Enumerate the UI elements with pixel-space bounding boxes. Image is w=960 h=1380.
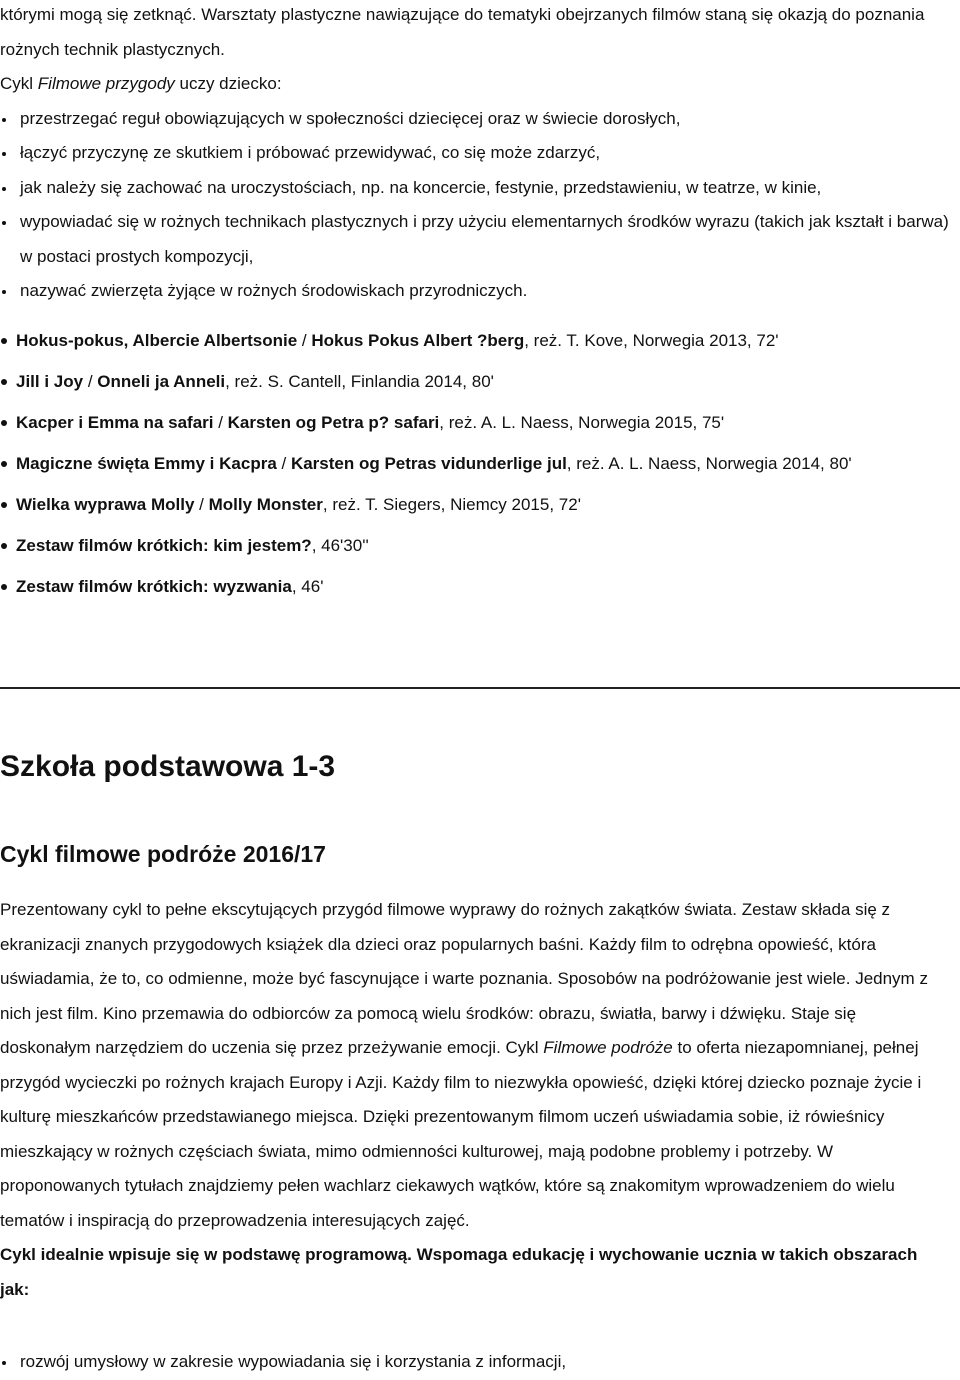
film-original-title: Karsten og Petra p? safari (227, 413, 440, 432)
description-text: Prezentowany cykl to pełne ekscytujących przygód filmowe wyprawy do rożnych zakątków świata. Zestaw składa się z ekranizacji znanych przygodowych książek dla dzieci oraz popularnych baśni. Każdy film to odrębna opowieść, która uświadamia, że to, co odmienne, może być fascynujące i warte poznania. Sposobów na podróżowanie jest wiele. Jednym z nich jest film. Kino przemawia do odbiorców za pomocą wielu środków: obrazu, światła, barwy i dźwięku. Staje się doskonałym narzędziem do uczenia się przez przeżywanie emocji. Cykl (0, 900, 928, 1057)
film-title: Jill i Joy (16, 372, 84, 391)
cycle-name-italic: Filmowe podróże (543, 1038, 673, 1057)
list-item: jak należy się zachować na uroczystościach, np. na koncercie, festynie, przedstawieniu, w teatrze, w kinie, (0, 171, 950, 206)
cycle-suffix: uczy dziecko: (174, 74, 282, 93)
film-item (0, 529, 950, 563)
film-separator: / (297, 331, 312, 350)
description-text-rest: to oferta niezapomnianej, pełnej przygód wycieczki po rożnych krajach Europy i Azji. Każdy film to niezwykła opowieść, dzięki której dziecko poznaje życie i kulturę mieszkańców przedstawianego miejsca. Dzięki prezentowanym filmom uczeń uświadamia sobie, iż rówieśnicy mieszkający w rożnych częściach świata, mimo odmienności kulturowej, mają podobne problemy i potrzeby. W proponowanych tytułach znajdziemy pełen wachlarz ciekawych wątków, które są znakomitym wprowadzeniem do wielu tematów i inspiracją do przeprowadzenia interesujących zajęć. (0, 1038, 922, 1230)
list-item: nazywać zwierzęta żyjące w rożnych środowiskach przyrodniczych. (0, 274, 950, 309)
film-title: Zestaw filmów krótkich: wyzwania (16, 577, 292, 596)
film-details: , reż. T. Siegers, Niemcy 2015, 72' (322, 495, 581, 514)
curriculum-areas-section (0, 1345, 950, 1380)
film-original-title: Molly Monster (208, 495, 323, 514)
film-details: , reż. A. L. Naess, Norwegia 2014, 80' (566, 454, 852, 473)
list-item: łączyć przyczynę ze skutkiem i próbować przewidywać, co się może zdarzyć, (0, 136, 950, 171)
film-title: Wielka wyprawa Molly (16, 495, 195, 514)
section-title: Szkoła podstawowa 1-3 (0, 750, 336, 783)
cycle-title: Cykl filmowe podróże 2016/17 (0, 841, 326, 867)
film-details: , reż. T. Kove, Norwegia 2013, 72' (524, 331, 779, 350)
film-original-title: Onneli ja Anneli (97, 372, 226, 391)
list-item: wypowiadać się w rożnych technikach plastycznych i przy użyciu elementarnych środków wyrazu (takich jak kształt i barwa) w postaci prostych kompozycji, (0, 205, 950, 274)
intro-paragraph: którymi mogą się zetknąć. Warsztaty plastyczne nawiązujące do tematyki obejrzanych filmów staną się okazją do poznania rożnych technik plastycznych. (0, 5, 925, 59)
film-separator: / (213, 413, 228, 432)
horizontal-divider (0, 687, 960, 689)
cycle-prefix: Cykl (0, 74, 38, 93)
list-item: przestrzegać reguł obowiązujących w społeczności dziecięcej oraz w świecie dorosłych, (0, 102, 950, 137)
film-details: , reż. A. L. Naess, Norwegia 2015, 75' (439, 413, 725, 432)
cycle-description (0, 893, 945, 1307)
film-details: , reż. S. Cantell, Finlandia 2014, 80' (225, 372, 494, 391)
film-separator: / (276, 454, 291, 473)
list-item: rozwój umysłowy w zakresie wypowiadania się i korzystania z informacji, (0, 1345, 950, 1380)
cycle-name: Filmowe przygody (37, 74, 175, 93)
film-separator: / (83, 372, 98, 391)
film-details: , 46' (291, 577, 324, 596)
film-item (0, 570, 950, 604)
curriculum-statement (0, 1238, 945, 1307)
curriculum-areas-list (0, 1345, 950, 1380)
intro-section (0, 0, 950, 309)
film-title: Hokus-pokus, Albercie Albertsonie (16, 331, 298, 350)
film-item (0, 447, 950, 481)
film-item (0, 365, 950, 399)
film-separator: / (194, 495, 209, 514)
film-list-section (0, 324, 950, 611)
curriculum-bold-text: Cykl idealnie wpisuje się w podstawę programową. Wspomaga edukację i wychowanie ucznia w takich obszarach jak: (0, 1245, 918, 1299)
film-list (0, 324, 950, 604)
film-item (0, 406, 950, 440)
description-paragraph (0, 893, 945, 1238)
skills-list (0, 102, 950, 309)
film-item (0, 488, 950, 522)
film-details: , 46'30'' (311, 536, 369, 555)
film-title: Kacper i Emma na safari (16, 413, 214, 432)
cycle-intro-line (0, 67, 950, 102)
film-original-title: Hokus Pokus Albert ?berg (311, 331, 525, 350)
film-title: Magiczne święta Emmy i Kacpra (16, 454, 277, 473)
film-item (0, 324, 950, 358)
film-original-title: Karsten og Petras vidunderlige jul (290, 454, 567, 473)
film-title: Zestaw filmów krótkich: kim jestem? (16, 536, 312, 555)
